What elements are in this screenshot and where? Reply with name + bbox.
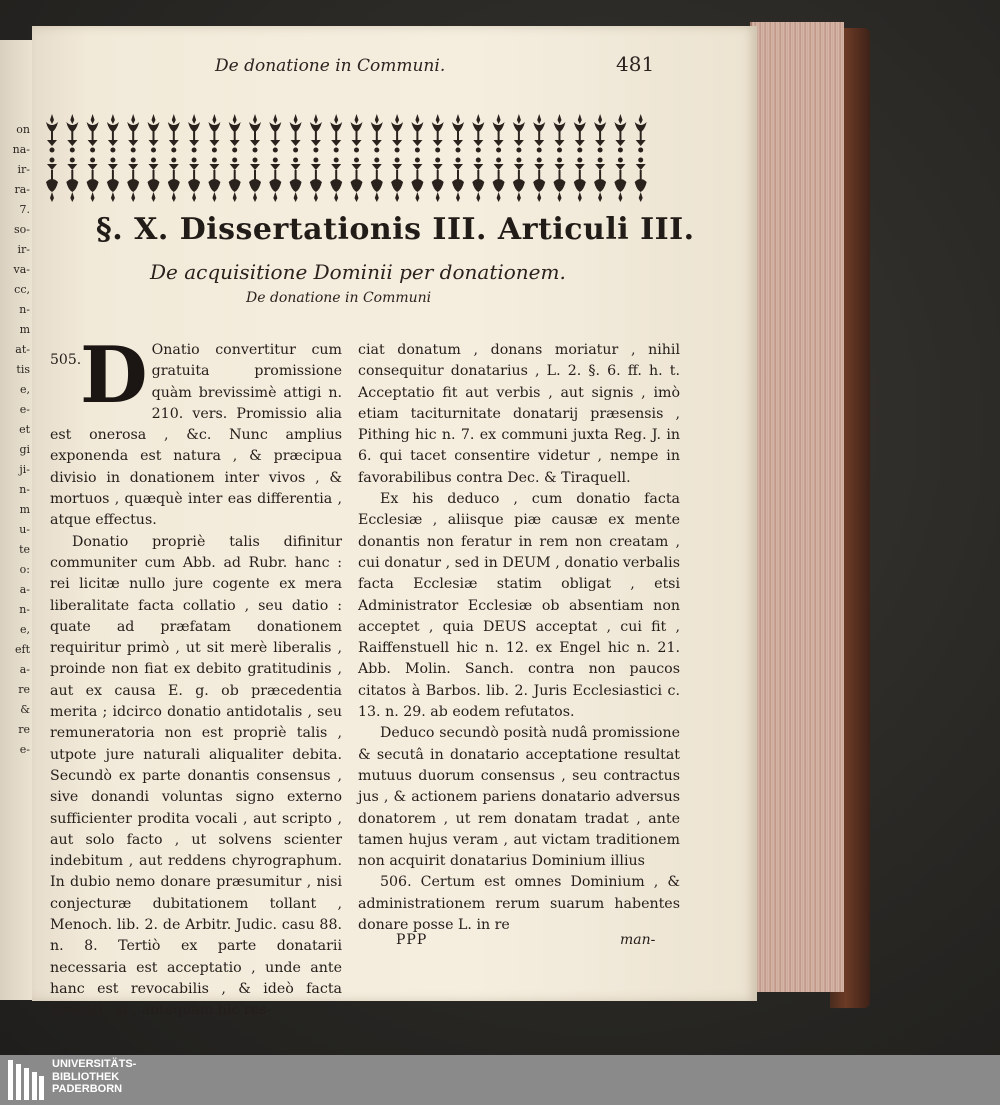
ornament-glyph bbox=[533, 158, 545, 203]
left-page-line: a- bbox=[19, 663, 30, 676]
left-page-line: e- bbox=[19, 743, 30, 756]
ornament-glyph bbox=[188, 158, 200, 203]
ornament-glyph bbox=[46, 114, 58, 153]
ornament-glyph bbox=[493, 114, 505, 153]
ornament-glyph bbox=[574, 158, 586, 203]
ornament-glyph bbox=[127, 158, 139, 203]
ornament-glyph bbox=[168, 158, 180, 203]
left-page-line: a- bbox=[19, 583, 30, 596]
ornament-glyph bbox=[107, 158, 119, 203]
section-subheading: De donatione in Communi bbox=[246, 290, 432, 306]
footer-bar bbox=[0, 1055, 1000, 1105]
paragraph-number: 505. bbox=[50, 352, 82, 368]
ornament-glyph bbox=[614, 114, 626, 153]
ornament-glyph bbox=[635, 114, 647, 153]
ornament-glyph bbox=[493, 158, 505, 203]
section-title: §. X. Dissertationis III. Articuli III. bbox=[96, 212, 695, 247]
text-column-left bbox=[50, 330, 342, 1022]
ornament-glyph bbox=[452, 158, 464, 203]
library-name-line: UNIVERSITÄTS- bbox=[52, 1058, 137, 1070]
left-page-line: n- bbox=[19, 303, 30, 316]
paragraph: Donatio propriè talis difinitur communiter cum Abb. ad Rubr. hanc : rei licitæ nullo jure cogente ex mera liberalitate facta collatio , seu datio : quate ad præfatam donationem requiritur primò , ut sit merè liberalis , proinde non fiat ex debito gratitudinis , aut ex causa E. g. ob præcedentia merita ; idcirco donatio antidotalis , seu remuneratoria non est propriè talis , utpote jure naturali aliqualiter debita. Secundò ex parte donantis consensus , sive donandi voluntas signo externo sufficienter prodita vocali , aut scripto , aut solo facto , ut solvens scienter indebitum , aut reddens chyrographum. In dubio nemo donare præsumitur , nisi conjecturæ dubitationem tollant , Menoch. lib. 2. de Arbitr. Judic. casu 88. n. 8. Tertiò ex parte donatarii necessaria est acceptatio , unde ante hanc est revocabilis , & ideò facta absenti , si , antequam hic res- bbox=[50, 533, 342, 1019]
paragraph: ciat donatum , donans moriatur , nihil consequitur donatarius , L. 2. §. 6. ff. h. t. Acceptatio fit aut verbis , aut signis , imò etiam taciturnitate donatarij præsensis , Pithing hic n. 7. ex communi juxta Reg. J. in 6. qui tacet consentire videtur , nempe in favorabilibus contra Dec. & Tiraquell. bbox=[358, 342, 680, 486]
library-logo-icon bbox=[8, 1060, 44, 1100]
ornament-glyph bbox=[472, 114, 484, 153]
ornament-glyph bbox=[432, 158, 444, 203]
left-page-line: e- bbox=[19, 403, 30, 416]
ornament-glyph bbox=[66, 114, 78, 153]
ornament-glyph bbox=[46, 158, 58, 203]
ornament-glyph bbox=[168, 114, 180, 153]
left-page-line: na- bbox=[12, 143, 30, 156]
ornament-glyph bbox=[249, 114, 261, 153]
ornament-glyph bbox=[249, 158, 261, 203]
ornament-glyph bbox=[351, 158, 363, 203]
left-page-line: on bbox=[16, 123, 30, 136]
drop-cap: D bbox=[80, 330, 148, 421]
left-page-line: re bbox=[18, 723, 30, 736]
ornament-glyph bbox=[554, 158, 566, 203]
left-page-line: re bbox=[18, 683, 30, 696]
ornament-glyph bbox=[452, 114, 464, 153]
ornament-glyph bbox=[310, 114, 322, 153]
ornament-glyph bbox=[371, 114, 383, 153]
library-name-line: BIBLIOTHEK bbox=[52, 1070, 120, 1083]
ornament-glyph bbox=[574, 114, 586, 153]
left-page-line: et bbox=[19, 423, 30, 436]
ornament-glyph bbox=[391, 158, 403, 203]
paragraph: 506. Certum est omnes Dominium , & administrationem rerum suarum habentes donare posse L. in re bbox=[358, 874, 680, 934]
text-column-right bbox=[358, 340, 680, 936]
left-page-line: & bbox=[20, 703, 30, 716]
ornament-glyph bbox=[330, 158, 342, 203]
ornament-glyph bbox=[310, 158, 322, 203]
ornament-glyph bbox=[513, 158, 525, 203]
left-page-line: gi bbox=[19, 443, 30, 456]
left-page-line: m bbox=[19, 323, 30, 336]
page-number: 481 bbox=[616, 52, 655, 76]
paragraph: Deduco secundò posità nudâ promissione & secutâ in donatario acceptatione resultat mutuus duorum consensus , seu contractus jus , & actionem pariens donatario adversus donatorem , ut rem donatam tradat , ante tamen hujus veram , aut victam traditionem non acquirit donatarius Dominium illius bbox=[358, 725, 680, 870]
ornament-glyph bbox=[594, 114, 606, 153]
ornament-glyph bbox=[148, 158, 160, 203]
left-page-line: va- bbox=[13, 263, 30, 276]
library-name-line: PADERBORN bbox=[52, 1083, 123, 1095]
catchword: man- bbox=[620, 932, 656, 948]
ornament-glyph bbox=[635, 158, 647, 203]
ornament-glyph bbox=[351, 114, 363, 153]
left-page-line: eft bbox=[14, 643, 30, 656]
left-page-line: tis bbox=[16, 363, 30, 376]
ornament-glyph bbox=[594, 158, 606, 203]
paragraph: Ex his deduco , cum donatio facta Ecclesiæ , aliisque piæ causæ ex mente donantis non feratur in rem non creatam , cui donatur , sed in DEUM , donatio verbalis facta Ecclesiæ statim obligat , etsi Administrator Ecclesiæ ob absentiam non acceptet , quia DEUS acceptat , cui fit , Raiffenstuell hic n. 12. ex Engel hic n. 21. Abb. Molin. Sanch. contra non paucos citatos à Barbos. lib. 2. Juris Ecclesiastici c. 13. n. 29. ab eodem refutatos. bbox=[358, 491, 680, 721]
left-page-line: ra- bbox=[14, 183, 30, 196]
ornament-glyph bbox=[229, 158, 241, 203]
paragraph: Onatio convertitur cum gratuita promissione quàm brevissimè attigi n. 210. vers. Promissio alia est onerosa , &c. Nunc amplius exponenda est natura , & præcipua divisio in donationem inter vivos , & mortuos , quæquè inter eas differentia , atque effectus. bbox=[50, 342, 342, 529]
ornament-glyph bbox=[472, 158, 484, 203]
ornament-glyph bbox=[330, 114, 342, 153]
ornament-glyph bbox=[411, 158, 423, 203]
ornament-glyph bbox=[290, 114, 302, 153]
left-page-text bbox=[0, 120, 30, 760]
ornament-glyph bbox=[127, 114, 139, 153]
ornament-glyph bbox=[432, 114, 444, 153]
ornament-glyph bbox=[208, 114, 220, 153]
ornament-glyph bbox=[87, 158, 99, 203]
left-page-line: e, bbox=[19, 623, 30, 636]
ornament-glyph bbox=[614, 158, 626, 203]
ornament-glyph bbox=[554, 114, 566, 153]
left-page-line: at- bbox=[15, 343, 30, 356]
section-subtitle: De acquisitione Dominii per donationem. bbox=[150, 260, 566, 284]
ornament-glyph bbox=[148, 114, 160, 153]
ornament-glyph bbox=[87, 114, 99, 153]
left-page-line: te bbox=[19, 543, 30, 556]
signature-mark: PPP bbox=[396, 932, 428, 948]
ornament-glyph bbox=[371, 158, 383, 203]
ornament-glyph bbox=[411, 114, 423, 153]
ornament-glyph bbox=[533, 114, 545, 153]
left-page-line: o: bbox=[19, 563, 30, 576]
left-page-line: e, bbox=[19, 383, 30, 396]
ornament-glyph bbox=[513, 114, 525, 153]
ornament-glyph bbox=[107, 114, 119, 153]
left-page-fragment bbox=[0, 40, 36, 1000]
left-page-line: m bbox=[19, 503, 30, 516]
ornament-band bbox=[44, 110, 654, 206]
left-page-line: ir- bbox=[17, 243, 30, 256]
running-header: De donatione in Communi. bbox=[215, 56, 446, 76]
left-page-line: so- bbox=[14, 223, 30, 236]
left-page-line: ji- bbox=[19, 463, 30, 476]
ornament-glyph bbox=[229, 114, 241, 153]
left-page-line: ir- bbox=[17, 163, 30, 176]
ornament-glyph bbox=[269, 158, 281, 203]
ornament-glyph bbox=[290, 158, 302, 203]
left-page-line: n- bbox=[19, 483, 30, 496]
left-page-line: cc, bbox=[14, 283, 30, 296]
left-page-line: 7. bbox=[19, 203, 30, 216]
ornament-glyph bbox=[66, 158, 78, 203]
page-block-edge bbox=[750, 22, 844, 992]
ornament-glyph bbox=[391, 114, 403, 153]
library-name bbox=[52, 1058, 136, 1096]
ornament-glyph bbox=[208, 158, 220, 203]
left-page-line: u- bbox=[19, 523, 30, 536]
ornament-glyph bbox=[269, 114, 281, 153]
ornament-glyph bbox=[188, 114, 200, 153]
left-page-line: n- bbox=[19, 603, 30, 616]
